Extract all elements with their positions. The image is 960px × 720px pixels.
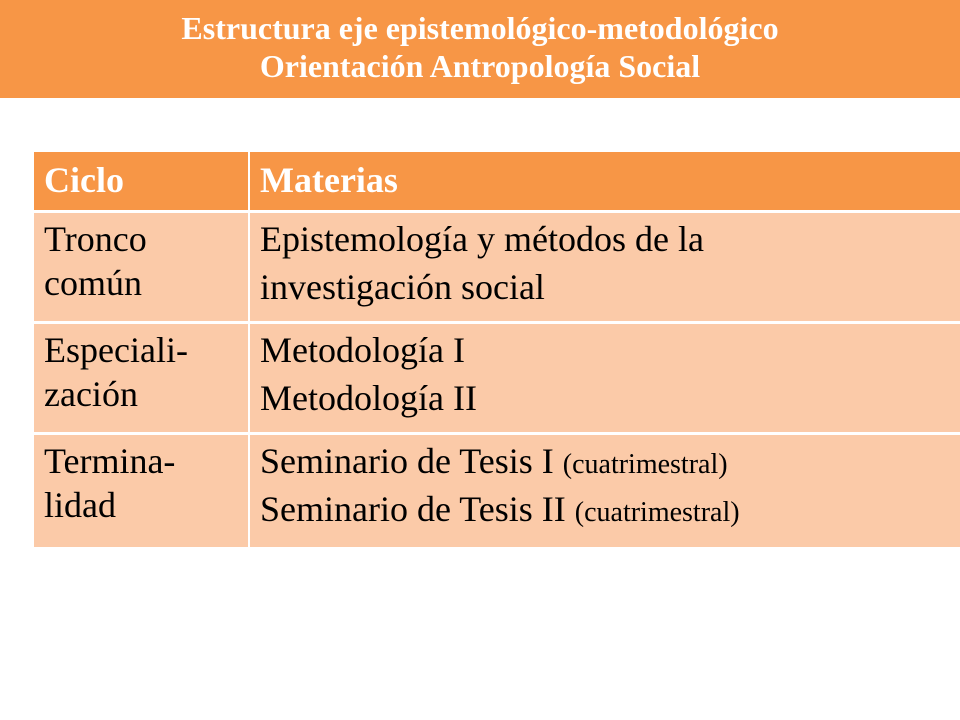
table-header-row (34, 152, 960, 213)
header-materias: Materias (250, 152, 960, 213)
table-row (34, 435, 960, 547)
materia-line (260, 265, 952, 313)
materia-note: (cuatrimestral) (562, 449, 728, 480)
ciclo-line: Tronco (44, 219, 147, 259)
materia-line (260, 217, 952, 265)
slide-title-line-1: Estructura eje epistemológico-metodológico (181, 10, 779, 46)
table-row (34, 213, 960, 324)
ciclo-line: común (44, 263, 142, 303)
materia-text: Seminario de Tesis II (260, 489, 575, 529)
materia-text: Epistemología y métodos de la (260, 219, 704, 259)
materia-text: Metodología II (260, 378, 477, 418)
materia-text: Seminario de Tesis I (260, 441, 563, 481)
materia-text: investigación social (260, 267, 545, 307)
materias-cell (250, 324, 960, 435)
materia-line (260, 328, 952, 376)
table-row (34, 324, 960, 435)
materia-line (260, 487, 952, 535)
slide-title (0, 0, 960, 98)
ciclo-cell (34, 324, 250, 435)
materias-cell (250, 435, 960, 547)
ciclo-line: zación (44, 374, 138, 414)
materia-note: (cuatrimestral) (574, 497, 740, 528)
ciclo-cell (34, 213, 250, 324)
ciclo-cell (34, 435, 250, 547)
ciclo-line: lidad (44, 485, 116, 525)
materia-line (260, 439, 952, 487)
header-ciclo: Ciclo (34, 152, 250, 213)
curriculum-table (34, 152, 960, 547)
ciclo-line: Termina- (44, 441, 176, 481)
materia-text: Metodología I (260, 330, 465, 370)
ciclo-line: Especiali- (44, 330, 188, 370)
slide-title-line-2: Orientación Antropología Social (259, 48, 701, 84)
materia-line (260, 376, 952, 424)
materias-cell (250, 213, 960, 324)
